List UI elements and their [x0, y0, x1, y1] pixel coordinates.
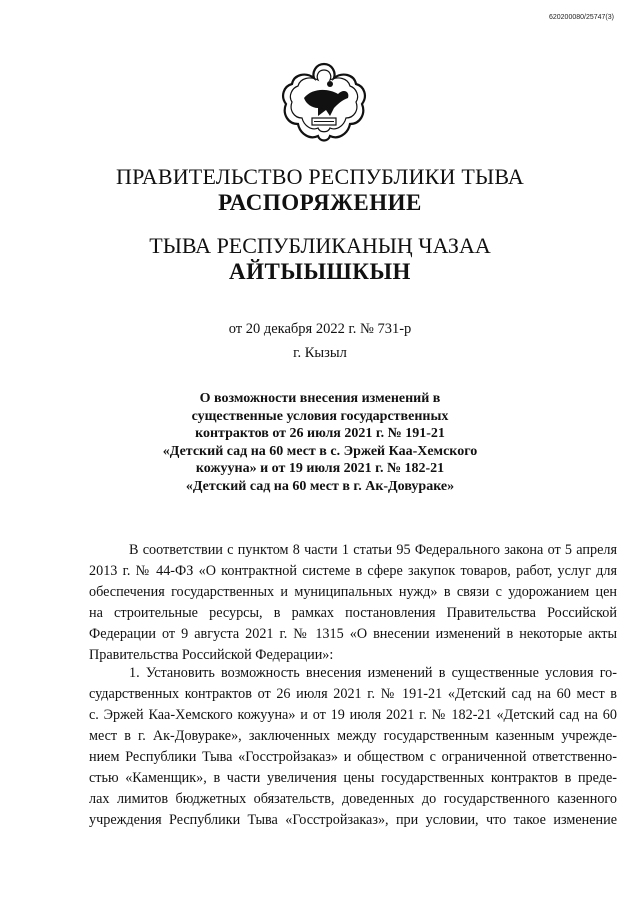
- text-line: стью «Каменщик», в части увеличения цены государственных контрактов в преде-: [89, 770, 617, 786]
- text-line: с. Эржей Каа-Хемского кожууна» и от 19 июля 2021 г. № 182-21 «Детский сад на 60: [89, 707, 617, 723]
- subject-line: «Детский сад на 60 мест в г. Ак-Довураке»: [185, 478, 455, 494]
- text-line: В соответствии с пунктом 8 части 1 статьи 95 Федерального закона от 5 апреля: [129, 542, 617, 558]
- text-line: сударственных контрактов от 26 июля 2021 г. № 191-21 «Детский сад на 60 мест в: [89, 686, 617, 702]
- subject-line: «Детский сад на 60 мест в с. Эржей Каа-Хемского: [162, 443, 478, 459]
- order-city: г. Кызыл: [293, 345, 347, 361]
- text-line: на строительные ресурсы, в рамках постановления Правительства Российской: [89, 605, 617, 621]
- subject-line: существенные условия государственных: [191, 408, 449, 424]
- text-line: 1. Установить возможность внесения изменений в существенные условия го-: [129, 665, 617, 681]
- order-date-number: от 20 декабря 2022 г. № 731-р: [228, 321, 412, 337]
- text-line: Федерации от 9 августа 2021 г. № 1315 «О внесении изменений в некоторые акты: [89, 626, 617, 642]
- document-id: 620200080/25747(3): [548, 14, 614, 21]
- government-title-tyv: ТЫВА РЕСПУБЛИКАНЫҢ ЧАЗАА: [149, 233, 491, 258]
- text-line: мест в г. Ак-Довураке», заключенных между государственным казенным учрежде-: [89, 728, 617, 744]
- order-title-tyv: АЙТЫЫШКЫН: [229, 259, 411, 284]
- preamble-paragraph: [89, 540, 617, 666]
- text-line: обеспечения государственных и муниципальных нужд» в связи с удорожанием цен: [89, 584, 617, 600]
- subject-line: О возможности внесения изменений в: [199, 391, 441, 406]
- subject-line: кожууна» и от 19 июля 2021 г. № 182-21: [195, 461, 445, 476]
- order-subject: [0, 390, 640, 495]
- clause-1-paragraph: [89, 663, 617, 831]
- text-line: 2013 г. № 44-ФЗ «О контрактной системе в сфере закупок товаров, работ, услуг для: [89, 563, 617, 579]
- text-line: нием Республики Тыва «Госстройзаказ» и обществом с ограниченной ответственно-: [89, 749, 617, 765]
- order-title-ru: РАСПОРЯЖЕНИЕ: [218, 190, 422, 215]
- text-line: учреждения Республики Тыва «Госстройзаказ», при условии, что такое изменение: [89, 812, 617, 828]
- text-line: лах лимитов бюджетных обязательств, доведенных до государственного казенного: [89, 791, 617, 807]
- text-line: Правительства Российской Федерации»:: [89, 647, 334, 663]
- government-title-ru: ПРАВИТЕЛЬСТВО РЕСПУБЛИКИ ТЫВА: [116, 164, 524, 189]
- subject-line: контрактов от 26 июля 2021 г. № 191-21: [195, 426, 445, 441]
- coat-of-arms-icon: [278, 58, 370, 146]
